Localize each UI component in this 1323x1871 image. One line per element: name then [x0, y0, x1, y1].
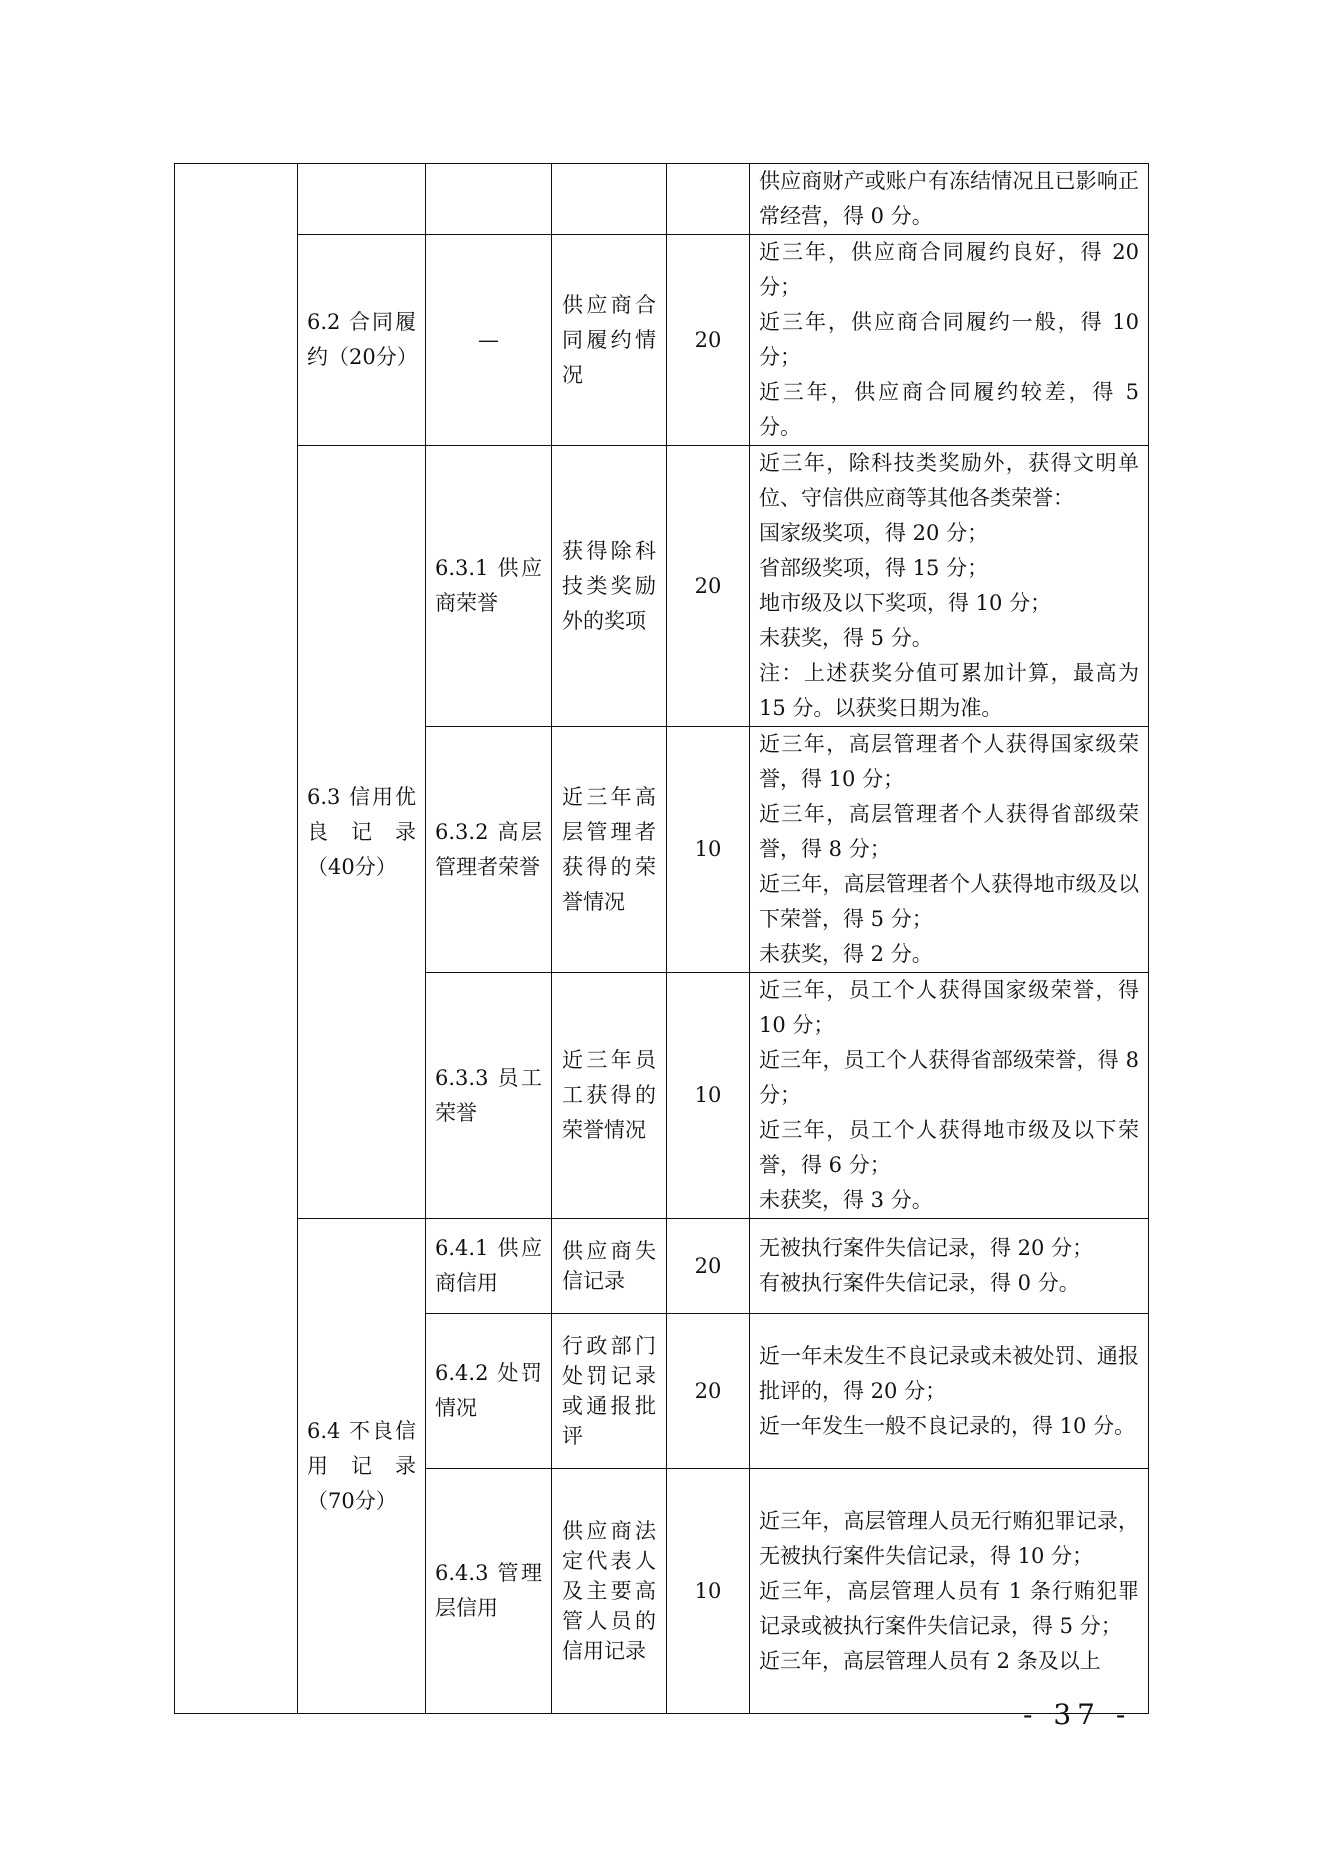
table-row — [175, 1219, 1149, 1314]
table-row — [175, 164, 1149, 235]
criteria-cell — [750, 235, 1149, 446]
criteria-cell — [750, 1314, 1149, 1469]
category-cell — [175, 164, 298, 1714]
item-cell: 6.3 信用优良记录（40分） — [298, 446, 426, 1219]
criteria-line: 供应商财产或账户有冻结情况且已影响正常经营，得 0 分。 — [759, 169, 1139, 228]
criteria-line: 地市级及以下奖项，得 10 分； — [759, 591, 1052, 615]
item-cell: 6.2 合同履约（20分） — [298, 235, 426, 446]
criteria-line: 近三年，高层管理人员无行贿犯罪记录，无被执行案件失信记录，得 10 分； — [759, 1508, 1139, 1568]
content-cell: 供应商合同履约情况 — [552, 235, 667, 446]
criteria-cell — [750, 973, 1149, 1219]
criteria-line: 近一年未发生不良记录或未被处罚、通报批评的，得 20 分； — [759, 1343, 1139, 1403]
criteria-line: 有被执行案件失信记录，得 0 分。 — [759, 1271, 1080, 1295]
criteria-line: 近三年，供应商合同履约一般，得 10 分； — [759, 310, 1139, 369]
criteria-line: 无被执行案件失信记录，得 20 分； — [759, 1236, 1094, 1260]
sub-item-cell: 6.4.2 处罚情况 — [426, 1314, 552, 1469]
sub-item-cell — [426, 164, 552, 235]
criteria-line: 近三年，供应商合同履约良好，得 20 分； — [759, 240, 1139, 299]
sub-item-cell: 6.3.3 员工荣誉 — [426, 973, 552, 1219]
criteria-line: 未获奖，得 2 分。 — [759, 942, 933, 966]
criteria-line: 近三年，高层管理者个人获得地市级及以下荣誉，得 5 分； — [759, 872, 1139, 931]
criteria-line: 近三年，员工个人获得省部级荣誉，得 8 分； — [759, 1048, 1139, 1107]
score-cell: 10 — [667, 727, 750, 973]
criteria-line: 近三年，高层管理人员有 1 条行贿犯罪记录或被执行案件失信记录，得 5 分； — [759, 1578, 1139, 1638]
score-cell: 20 — [667, 1219, 750, 1314]
sub-item-cell: 6.4.1 供应商信用 — [426, 1219, 552, 1314]
criteria-cell — [750, 446, 1149, 727]
criteria-line: 近三年，高层管理者个人获得国家级荣誉，得 10 分； — [759, 732, 1139, 791]
page-number: - 37 - — [1023, 1698, 1132, 1731]
criteria-cell — [750, 1219, 1149, 1314]
score-cell: 20 — [667, 446, 750, 727]
criteria-line: 未获奖，得 3 分。 — [759, 1188, 933, 1212]
score-cell — [667, 164, 750, 235]
criteria-cell — [750, 1469, 1149, 1714]
criteria-cell — [750, 164, 1149, 235]
criteria-line: 近一年发生一般不良记录的，得 10 分。 — [759, 1413, 1136, 1438]
item-cell — [298, 164, 426, 235]
sub-item-cell: — — [426, 235, 552, 446]
content-cell: 供应商法定代表人及主要高管人员的信用记录 — [552, 1469, 667, 1714]
score-cell: 20 — [667, 1314, 750, 1469]
content-cell: 近三年员工获得的荣誉情况 — [552, 973, 667, 1219]
criteria-cell — [750, 727, 1149, 973]
evaluation-table — [174, 163, 1149, 1714]
criteria-line: 近三年，高层管理者个人获得省部级荣誉，得 8 分； — [759, 802, 1139, 861]
criteria-line: 国家级奖项，得 20 分； — [759, 521, 989, 545]
table-row — [175, 235, 1149, 446]
sub-item-cell: 6.3.2 高层管理者荣誉 — [426, 727, 552, 973]
criteria-line: 近三年，员工个人获得地市级及以下荣誉，得 6 分； — [759, 1118, 1139, 1177]
content-cell: 供应商失信记录 — [552, 1219, 667, 1314]
criteria-line: 近三年，供应商合同履约较差，得 5 分。 — [759, 380, 1139, 439]
content-cell — [552, 164, 667, 235]
sub-item-cell: 6.3.1 供应商荣誉 — [426, 446, 552, 727]
score-cell: 10 — [667, 1469, 750, 1714]
criteria-line: 注：上述获奖分值可累加计算，最高为 15 分。以获奖日期为准。 — [759, 661, 1139, 720]
content-cell: 行政部门处罚记录或通报批评 — [552, 1314, 667, 1469]
sub-item-cell: 6.4.3 管理层信用 — [426, 1469, 552, 1714]
criteria-line: 近三年，除科技类奖励外，获得文明单位、守信供应商等其他各类荣誉： — [759, 451, 1139, 510]
content-cell: 近三年高层管理者获得的荣誉情况 — [552, 727, 667, 973]
item-cell: 6.4 不良信用记录（70分） — [298, 1219, 426, 1714]
table-row — [175, 446, 1149, 727]
criteria-line: 未获奖，得 5 分。 — [759, 626, 933, 650]
score-cell: 20 — [667, 235, 750, 446]
score-cell: 10 — [667, 973, 750, 1219]
criteria-line: 省部级奖项，得 15 分； — [759, 556, 989, 580]
content-cell: 获得除科技类奖励外的奖项 — [552, 446, 667, 727]
criteria-line: 近三年，员工个人获得国家级荣誉，得 10 分； — [759, 978, 1139, 1037]
criteria-line: 近三年，高层管理人员有 2 条及以上 — [759, 1648, 1101, 1673]
